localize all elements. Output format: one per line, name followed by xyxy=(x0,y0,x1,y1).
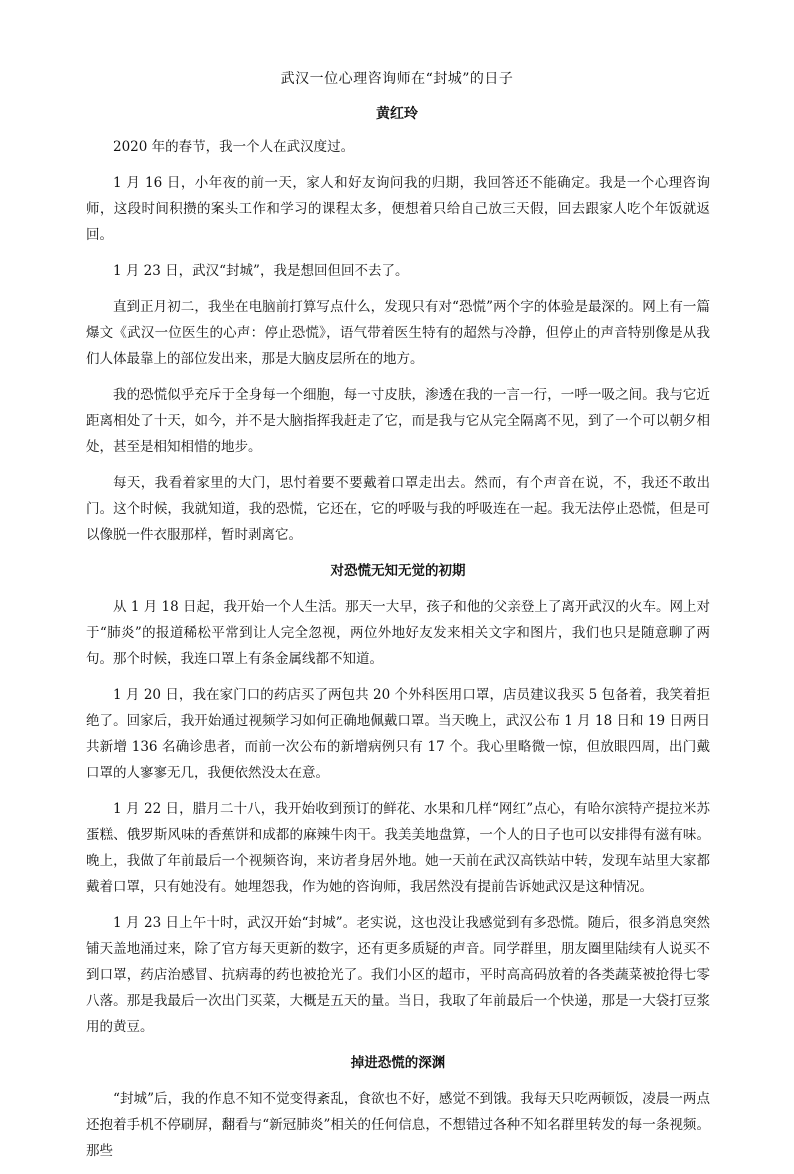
paragraph: 2020 年的春节，我一个人在武汉度过。 xyxy=(113,139,355,155)
paragraph: 从 1 月 18 日起，我开始一个人生活。那天一大早，孩子和他的父亲登上了离开武汉的火车。网上对于“肺炎”的报道稀松平常到让人完全忽视，两位外地好友发来相关文字和图片，我们也只是随意聊了两句。那个时候，我连口罩上有条金属线都不知道。 xyxy=(86,599,710,667)
paragraph: “封城”后，我的作息不知不觉变得紊乱，食欲也不好，感觉不到饿。我每天只吃两顿饭，凌晨一两点还抱着手机不停刷屏，翻看与“新冠肺炎”相关的任何信息，不想错过各种不知名群里转发的每一条视频。那些 xyxy=(86,1091,710,1159)
paragraph: 1 月 22 日，腊月二十八，我开始收到预订的鲜花、水果和几样“网红”点心，有哈尔滨特产提拉米苏蛋糕、俄罗斯风味的香蕉饼和成都的麻辣牛肉干。我美美地盘算，一个人的日子也可以安排得有滋有味。晚上，我做了年前最后一个视频咨询，来访者身居外地。她一天前在武汉高铁站中转，发现车站里大家都戴着口罩，只有她没有。她埋怨我，作为她的咨询师，我居然没有提前告诉她武汉是这种情况。 xyxy=(86,801,710,895)
paragraph: 我的恐慌似乎充斥于全身每一个细胞，每一寸皮肤，渗透在我的一言一行，一呼一吸之间。我与它近距离相处了十天，如今，并不是大脑指挥我赶走了它，而是我与它从完全隔离不见，到了一个可以朝夕相处，甚至是相知相惜的地步。 xyxy=(86,387,710,455)
section-heading: 对恐慌无知无觉的初期 xyxy=(330,563,466,579)
article-author: 黄红玲 xyxy=(376,106,418,122)
paragraph: 直到正月初二，我坐在电脑前打算写点什么，发现只有对“恐慌”两个字的体验是最深的。网上有一篇爆文《武汉一位医生的心声：停止恐慌》，语气带着医生特有的超然与冷静，但停止的声音特别像是从我们人体最靠上的部位发出来，那是大脑皮层所在的地方。 xyxy=(86,299,710,367)
paragraph: 1 月 20 日，我在家门口的药店买了两包共 20 个外科医用口罩，店员建议我买 5 包备着，我笑着拒绝了。回家后，我开始通过视频学习如何正确地佩戴口罩。当天晚上，武汉公布 1 月 18 日和 19 日两日共新增 136 名确诊患者，而前一次公布的新增病例只有 17 个。我心里略微一惊，但放眼四周，出门戴口罩的人寥寥无几，我便依然没太在意。 xyxy=(86,687,710,781)
paragraph: 1 月 23 日，武汉“封城”，我是想回但回不去了。 xyxy=(113,263,409,279)
paragraph: 每天，我看着家里的大门，思忖着要不要戴着口罩走出去。然而，有个声音在说，不，我还不敢出门。这个时候，我就知道，我的恐慌，它还在，它的呼吸与我的呼吸连在一起。我无法停止恐慌，但是可以像脱一件衣服那样，暂时剥离它。 xyxy=(86,475,710,543)
paragraph: 1 月 23 日上午十时，武汉开始“封城”。老实说，这也没让我感觉到有多恐慌。随后，很多消息突然铺天盖地涌过来，除了官方每天更新的数字，还有更多质疑的声音。同学群里，朋友圈里陆续有人说买不到口罩，药店治感冒、抗病毒的药也被抢光了。我们小区的超市，平时高高码放着的各类蔬菜被抢得七零八落。那是我最后一次出门买菜，大概是五天的量。当日，我取了年前最后一个快递，那是一大袋打豆浆用的黄豆。 xyxy=(86,915,710,1035)
section-heading: 掉进恐慌的深渊 xyxy=(350,1055,446,1071)
article-title: 武汉一位心理咨询师在“封城”的日子 xyxy=(280,71,514,87)
article-body xyxy=(86,134,710,1174)
paragraph: 1 月 16 日，小年夜的前一天，家人和好友询问我的归期，我回答还不能确定。我是一个心理咨询师，这段时间积攒的案头工作和学习的课程太多，便想着只给自己放三天假，回去跟家人吃个年饭就返回。 xyxy=(86,175,710,243)
